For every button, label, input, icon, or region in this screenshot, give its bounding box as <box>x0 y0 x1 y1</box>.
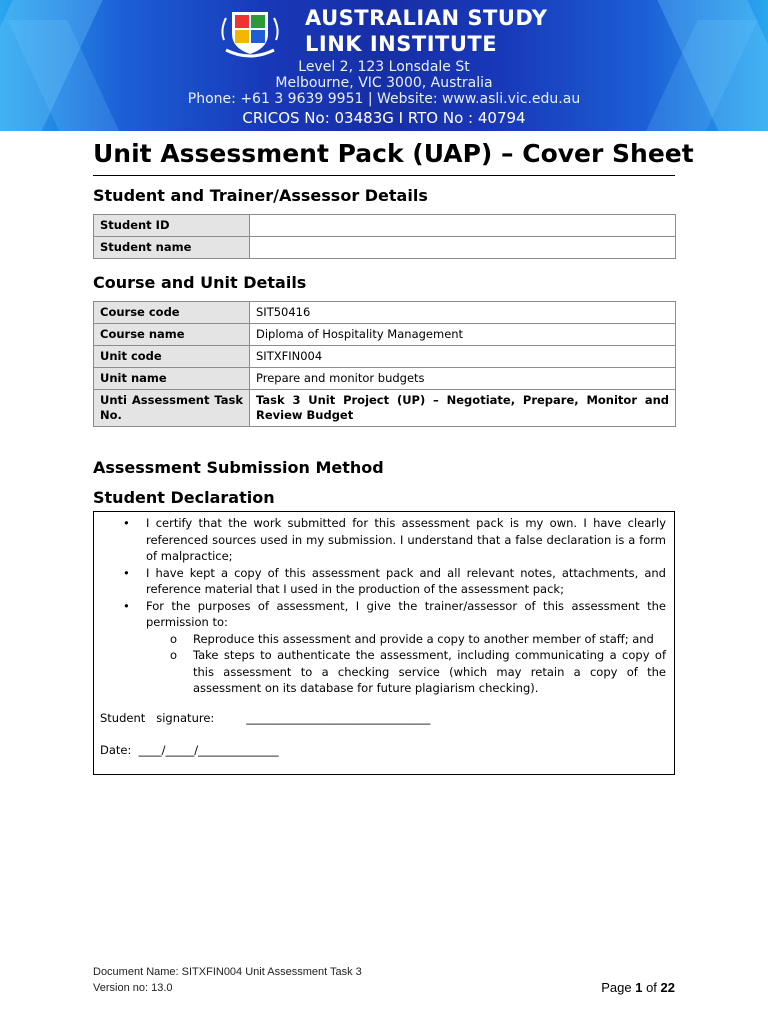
contact-line: Phone: +61 3 9639 9951 | Website: www.asli.vic.edu.au <box>187 91 581 107</box>
student-id-field[interactable] <box>250 215 676 237</box>
row-label: Student ID <box>94 215 250 237</box>
table-row <box>94 324 676 346</box>
document-name: Document Name: SITXFIN004 Unit Assessment Task 3 <box>93 966 362 978</box>
row-label: Student name <box>94 237 250 259</box>
declaration-text: I certify that the work submitted for this assessment pack is my own. I have clearly referenced sources used in my submission. I understand that a false declaration is a form of malpractice; <box>146 516 666 563</box>
page-word: Page <box>601 980 632 995</box>
page-total: 22 <box>660 980 675 995</box>
list-item <box>94 515 674 565</box>
list-item <box>94 565 674 598</box>
page-title: Unit Assessment Pack (UAP) – Cover Sheet <box>93 139 694 168</box>
student-details-table <box>93 214 676 259</box>
declaration-text: I have kept a copy of this assessment pack and all relevant notes, attachments, and reference material that I used in the production of the assessment pack; <box>146 565 666 596</box>
title-divider <box>93 175 675 176</box>
institute-name-line1: AUSTRALIAN STUDY <box>305 6 548 30</box>
table-row <box>94 237 676 259</box>
declaration-subtext: Reproduce this assessment and provide a copy to another member of staff; and <box>193 631 654 646</box>
signature-label: Student signature: <box>100 711 215 725</box>
student-declaration-heading: Student Declaration <box>93 488 275 507</box>
page-number <box>601 980 675 995</box>
row-value: SIT50416 <box>250 302 676 324</box>
row-label: Course name <box>94 324 250 346</box>
institute-name-line2: LINK INSTITUTE <box>305 32 498 56</box>
student-details-heading: Student and Trainer/Assessor Details <box>93 186 428 205</box>
declaration-subtext: Take steps to authenticate the assessment, including communicating a copy of this assessment to a checking service (which may retain a copy of the assessment on its database for future plagiarism checking). <box>193 648 666 695</box>
table-row <box>94 215 676 237</box>
declaration-box <box>93 511 675 775</box>
header-banner <box>0 0 768 131</box>
list-item <box>94 598 674 631</box>
table-row <box>94 390 676 427</box>
row-label: Unit code <box>94 346 250 368</box>
city-line: Melbourne, VIC 3000, Australia <box>275 75 493 91</box>
signature-row <box>100 710 430 727</box>
student-name-field[interactable] <box>250 237 676 259</box>
registration-line: CRICOS No: 03483G I RTO No : 40794 <box>242 109 526 127</box>
sub-bullet-marker: o <box>170 648 178 662</box>
declaration-list <box>94 515 674 697</box>
bullet-marker: • <box>123 598 130 613</box>
page-current: 1 <box>635 980 643 995</box>
list-item <box>94 647 674 697</box>
table-row <box>94 302 676 324</box>
date-field[interactable]: Date: ____/_____/______________ <box>100 743 279 757</box>
sub-bullet-marker: o <box>170 631 178 646</box>
course-details-table <box>93 301 676 427</box>
row-value: Task 3 Unit Project (UP) – Negotiate, Prepare, Monitor and Review Budget <box>250 390 676 427</box>
declaration-text: For the purposes of assessment, I give the trainer/assessor of this assessment the permission to: <box>146 598 666 629</box>
bullet-marker: • <box>123 516 130 530</box>
course-details-heading: Course and Unit Details <box>93 273 307 292</box>
row-label: Unti Assessment Task No. <box>94 390 250 427</box>
address-line: Level 2, 123 Lonsdale St <box>298 59 470 75</box>
signature-field[interactable]: ________________________________ <box>246 711 431 725</box>
list-item <box>94 631 674 648</box>
table-row <box>94 368 676 390</box>
row-value: Prepare and monitor budgets <box>250 368 676 390</box>
version-number: Version no: 13.0 <box>93 982 173 994</box>
table-row <box>94 346 676 368</box>
row-label: Unit name <box>94 368 250 390</box>
bullet-marker: • <box>123 565 130 580</box>
row-value: SITXFIN004 <box>250 346 676 368</box>
submission-method-heading: Assessment Submission Method <box>93 458 384 477</box>
row-label: Course code <box>94 302 250 324</box>
page-of: of <box>646 980 657 995</box>
row-value: Diploma of Hospitality Management <box>250 324 676 346</box>
institute-logo-icon <box>216 6 284 62</box>
